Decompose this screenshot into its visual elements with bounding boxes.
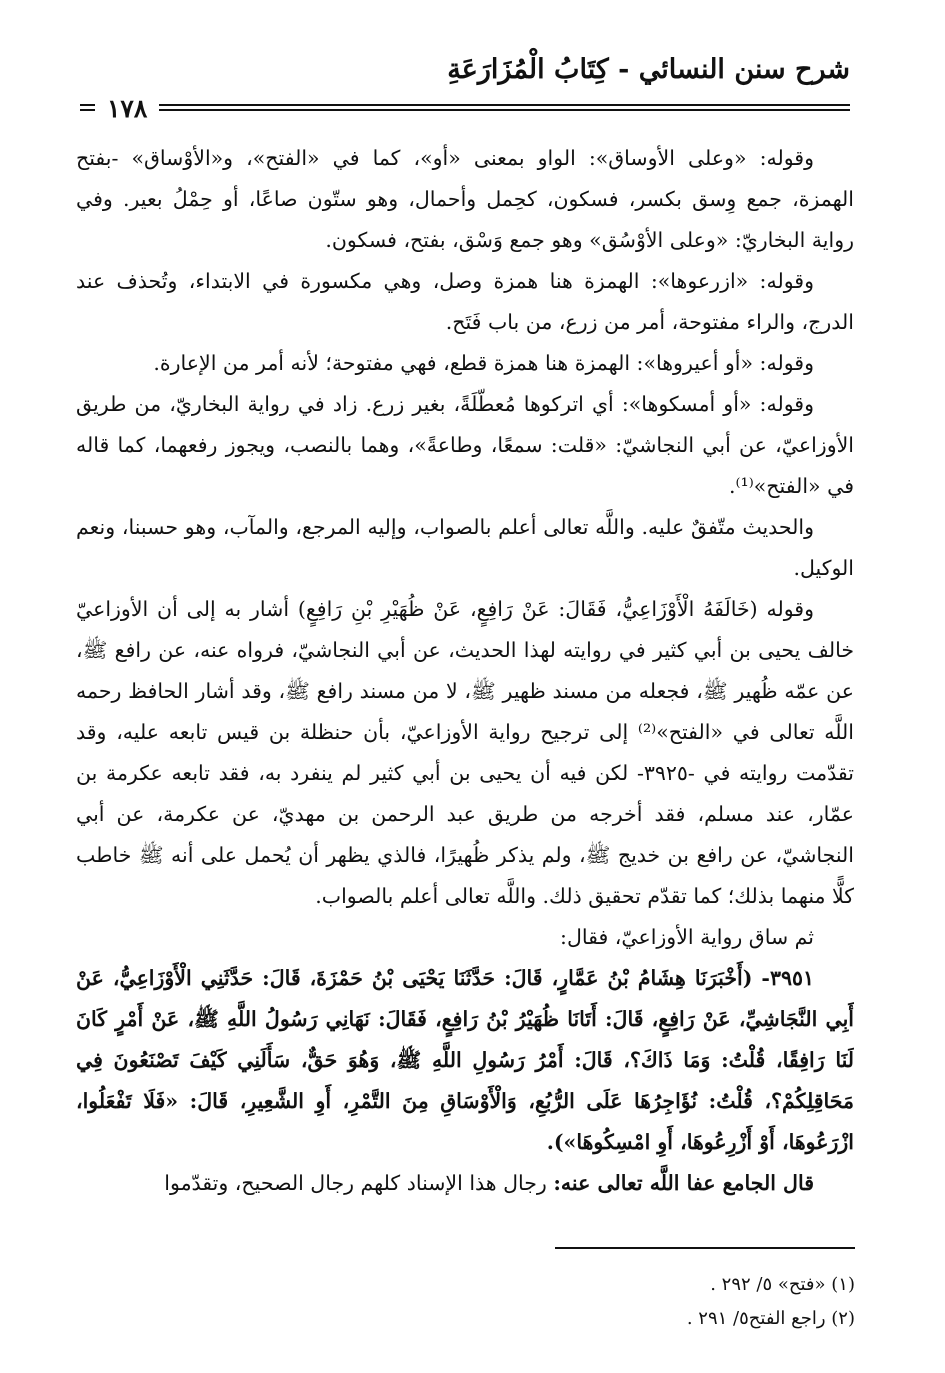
footnote-1: (١) «فتح» ٥/ ٢٩٢ . — [710, 1274, 855, 1295]
hadith-3951: ٣٩٥١- (أَخْبَرَنَا هِشَامُ بْنُ عَمَّارٍ، قَالَ: حَدَّثَنَا يَحْيَى بْنُ حَمْزَةَ، قَالَ: حَدَّثَنِي الْأَوْزَاعِيُّ، عَنْ أَبِي النَّجَاشِيِّ، عَنْ رَافِعٍ، قَالَ: أَتَانَا ظُهَيْرُ بْنُ رَافِعٍ، فَقَالَ: نَهَانِي رَسُولُ اللَّهِ ﷺ، عَنْ أَمْرٍ كَانَ لَنَا رَافِقًا، قُلْتُ: وَمَا ذَاكَ؟، قَالَ: أَمْرُ رَسُولِ اللَّهِ ﷺ، وَهُوَ حَقٌّ، سَأَلَنِي كَيْفَ تَصْنَعُونَ فِي مَحَاقِلِكُمْ؟، قُلْتُ: نُؤَاجِرُهَا عَلَى الرُّبُعِ، وَالْأَوْسَاقِ مِنَ التَّمْرِ، أَوِ الشَّعِيرِ، قَالَ: «فَلَا تَفْعَلُوا، ازْرَعُوهَا، أَوْ أَزْرِعُوهَا، أَوِ امْسِكُوهَا»). — [76, 966, 854, 1154]
main-text — [76, 138, 854, 1233]
paragraph-izraouha: وقوله: «ازرعوها»: الهمزة هنا همزة وصل، وهي مكسورة في الابتداء، وتُحذف عند الدرج، والراء مفتوحة، أمر من زرع، من باب فَتَح. — [76, 269, 854, 334]
footnote-separator — [555, 1247, 855, 1249]
jami-text: رجال هذا الإسناد كلهم رجال الصحيح، وتقدّموا — [164, 1171, 554, 1195]
running-head-title: شرح سنن النسائي - كِتَابُ الْمُزَارَعَةِ — [447, 54, 850, 85]
paragraph-awsaq: وقوله: «وعلى الأوساق»: الواو بمعنى «أو»، كما في «الفتح»، و«الأوْساق» -بفتح الهمزة، جمع وِسق بكسر، فسكون، كحِمل وأحمال، وهو ستّون صاعًا، أو حِمْلُ بعير. وفي رواية البخاريّ: «وعلى الأوْسُق» وهو جمع وَسْق، بفتح، فسكون. — [76, 146, 854, 252]
page-number: ١٧٨ — [95, 94, 159, 123]
footnote-2: (٢) راجع الفتح٥/ ٢٩١ . — [686, 1308, 855, 1329]
paragraph-awzai-commentary: وقوله (خَالَفَهُ الْأَوْزَاعِيُّ، فَقَالَ: عَنْ رَافِعٍ، عَنْ ظُهَيْرِ بْنِ رَافِعٍ) أشار به إلى أن الأوزاعيّ خالف يحيى بن أبي كثير في روايته لهذا الحديث، عن أبي النجاشيّ، فرواه عنه، عن رافع ﷺ، عن عمّه ظُهير ﷺ، فجعله من مسند ظهير ﷺ، لا من مسند رافع ﷺ، وقد أشار الحافظ رحمه اللَّه تعالى في «الفتح»⁽²⁾ إلى ترجيح رواية الأوزاعيّ، بأن حنظلة بن قيس تابعه عليه، وقد تقدّمت روايته في -٣٩٢٥- لكن فيه أن يحيى بن أبي كثير لم ينفرد به، فقد تابعه عكرمة بن عمّار، عند مسلم، فقد أخرجه من طريق عبد الرحمن بن مهديّ، عن عكرمة، عن أبي النجاشيّ، عن رافع بن خديج ﷺ، ولم يذكر ظُهيرًا، فالذي يظهر أن يُحمل على أنه ﷺ خاطب كلًّا منهما بذلك؛ كما تقدّم تحقيق ذلك. واللَّه تعالى أعلم بالصواب. — [76, 597, 854, 908]
footnotes — [80, 1268, 855, 1336]
paragraph-hadith-agreed: والحديث متّفقٌ عليه. واللَّه تعالى أعلم بالصواب، وإليه المرجع، والمآب، وهو حسبنا، ونعم الوكيل. — [76, 515, 854, 580]
header-double-rule — [80, 104, 850, 111]
paragraph-jami-comment — [76, 1163, 854, 1204]
jami-lead: قال الجامع عفا اللَّه تعالى عنه: — [553, 1171, 814, 1195]
paragraph-amsikuha: وقوله: «أو أمسكوها»: أي اتركوها مُعطّلَةً، بغير زرع. زاد في رواية البخاريّ، من طريق الأوزاعيّ، عن أبي النجاشيّ: «قلت: سمعًا، وطاعةً»، وهما بالنصب، ويجوز رفعهما، كما قاله في «الفتح»⁽¹⁾. — [76, 392, 854, 498]
paragraph-transition: ثم ساق رواية الأوزاعيّ، فقال: — [560, 925, 814, 949]
paragraph-aiiruha: وقوله: «أو أعيروها»: الهمزة هنا همزة قطع، فهي مفتوحة؛ لأنه أمر من الإعارة. — [153, 351, 814, 375]
